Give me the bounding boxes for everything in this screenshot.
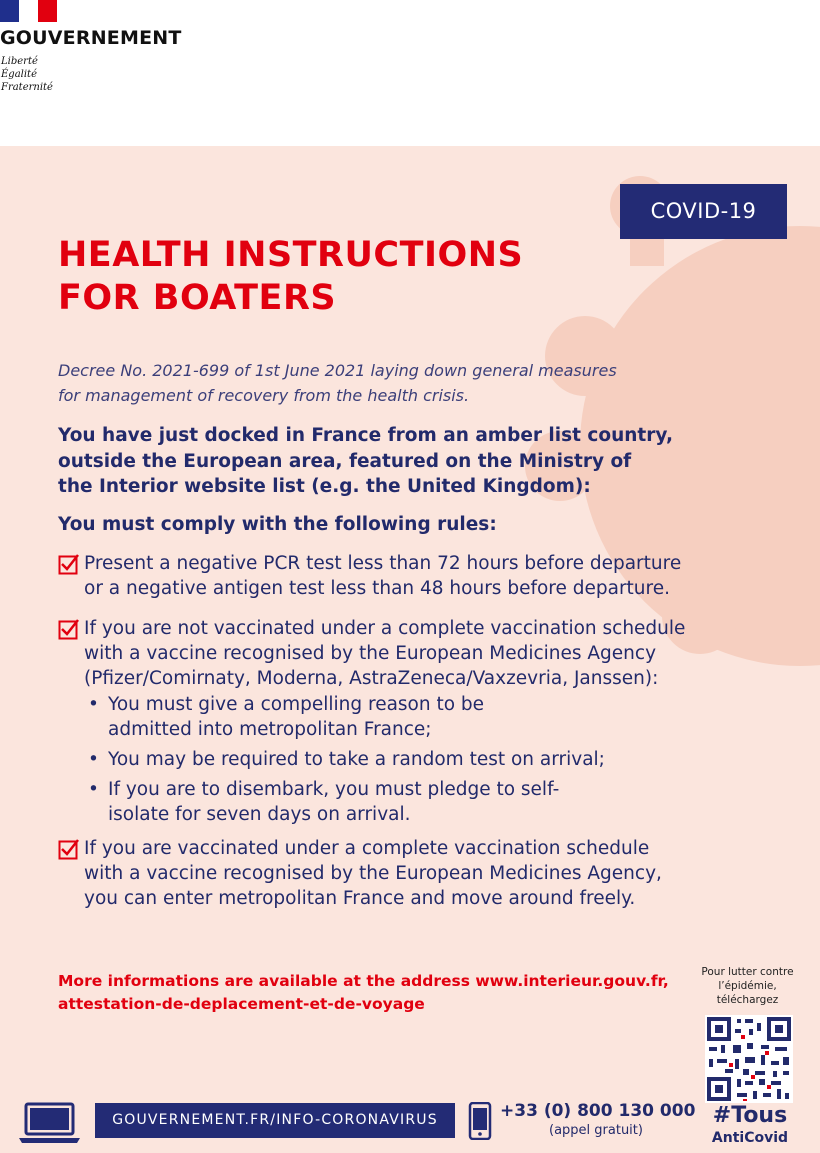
lead-line: the Interior website list (e.g. the United Kingdom): [58,476,591,497]
checkbox-checked-icon [58,553,80,575]
bullet-item [86,692,605,742]
bullet-dot-icon: • [88,749,99,770]
rule-text [84,551,681,601]
qr-caption-line: Pour lutter contre [701,966,794,978]
bullet-dot-icon: • [88,694,99,715]
more-info-line: attestation-de-deplacement-et-de-voyage [58,995,425,1013]
bullet-dot-icon: • [88,779,99,800]
rule-line: with a vaccine recognised by the European Medicines Agency [84,643,657,664]
checkbox-checked-icon [58,838,80,860]
lead-paragraph [58,423,758,500]
motto-liberte: Liberté [1,56,38,67]
info-coronavirus-link[interactable]: GOUVERNEMENT.FR/INFO-CORONAVIRUS [95,1103,455,1138]
title-line: FOR BOATERS [58,278,337,318]
bullet-line: isolate for seven days on arrival. [108,804,411,825]
header [0,0,820,146]
rule-line: with a vaccine recognised by the European Medicines Agency, [84,863,662,884]
hotline-number[interactable]: +33 (0) 800 130 000 [500,1101,696,1121]
gouvernement-wordmark: GOUVERNEMENT [0,27,182,49]
marianne-flag-logo [0,0,57,22]
page-title [58,234,523,320]
laptop-icon [17,1102,82,1144]
qr-caption [690,965,805,1007]
rule-bullet-list [86,692,605,832]
lead-line: outside the European area, featured on the Ministry of [58,450,632,472]
qr-caption-line: l’épidémie, [718,980,777,992]
title-line: HEALTH INSTRUCTIONS [58,235,524,275]
tousanticovid-app-name: AntiCovid [711,1130,789,1146]
comply-heading: You must comply with the following rules: [58,514,497,535]
hotline-free-note: (appel gratuit) [549,1123,643,1138]
decree-reference [58,358,658,408]
rule-line: If you are vaccinated under a complete vaccination schedule [84,838,650,859]
decree-line: Decree No. 2021-699 of 1st June 2021 laying down general measures [58,361,617,380]
rule-line: (Pfizer/Comirnaty, Moderna, AstraZeneca/Vaxzevria, Janssen): [84,668,659,689]
republic-motto [1,55,53,94]
rule-text [84,836,662,911]
covid-badge: COVID-19 [620,184,787,239]
bullet-item [86,777,605,827]
lead-line: You have just docked in France from an amber list country, [58,425,674,446]
checkbox-checked-icon [58,618,80,640]
bullet-line: If you are to disembark, you must pledge to self- [108,779,560,800]
rule-text [84,616,685,691]
tousanticovid-hashtag: #Tous [712,1103,788,1128]
bullet-line: You must give a compelling reason to be [108,694,485,715]
more-info [58,970,669,1016]
rule-line: or a negative antigen test less than 48 hours before departure. [84,578,670,599]
rule-line: If you are not vaccinated under a complete vaccination schedule [84,618,686,639]
motto-egalite: Égalité [1,69,37,80]
qr-caption-line: téléchargez [716,994,779,1006]
motto-fraternite: Fraternité [1,82,53,93]
bullet-item [86,747,605,772]
mobile-phone-icon [468,1102,492,1140]
more-info-line: More informations are available at the address www.interieur.gouv.fr, [58,972,669,990]
bullet-line: You may be required to take a random test on arrival; [108,749,605,770]
rule-line: Present a negative PCR test less than 72 hours before departure [84,553,682,574]
rule-line: you can enter metropolitan France and move around freely. [84,888,636,909]
decree-line: for management of recovery from the health crisis. [58,386,470,405]
qr-code[interactable] [705,1015,793,1103]
bullet-line: admitted into metropolitan France; [108,719,432,740]
